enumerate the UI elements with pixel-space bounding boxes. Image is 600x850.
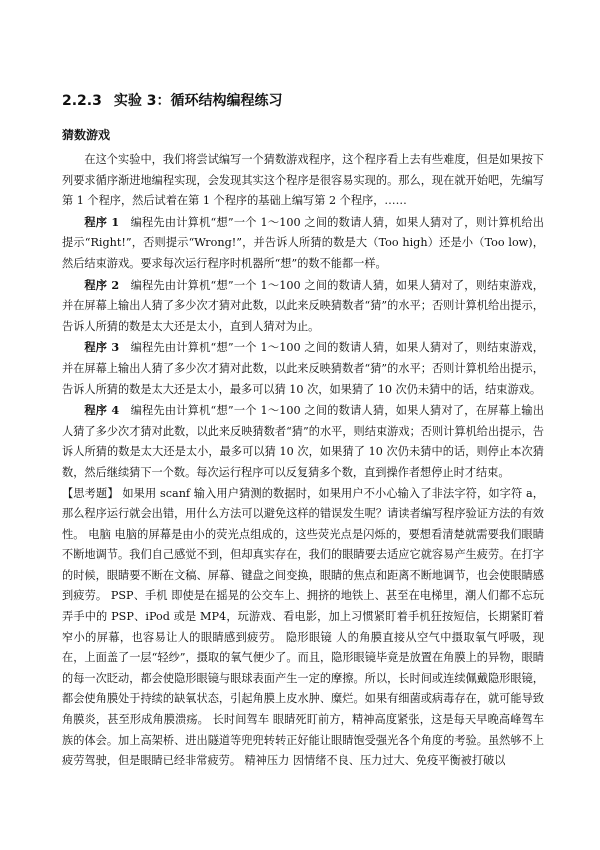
thinking-question-paragraph: 【思考题】 如果用 scanf 输入用户猜测的数据时，如果用户不小心输入了非法字符，如字符 a，那么程序运行就会出错，用什么方法可以避免这样的错误发生呢？请读者编写程序验证方法的有效性。 电脑 电脑的屏幕是由小的荧光点组成的，这些荧光点是闪烁的，要想看清楚就需要我们眼睛不断地调节。我们自己感觉不到，但却真实存在，我们的眼睛要去适应它就容易产生疲劳。在打字的时候，眼睛要不断在文稿、屏幕、键盘之间变换，眼睛的焦点和距离不断地调节，也会使眼睛感到疲劳。 PSP、手机 即使是在摇晃的公交车上、拥挤的地铁上、甚至在电梯里，潮人们都不忘玩弄手中的 PSP、iPod 或是 MP4，玩游戏、看电影，加上习惯紧盯着手机狂按短信，长期紧盯着窄小的屏幕，也容易让人的眼睛感到疲劳。 隐形眼镜 人的角膜直接从空气中摄取氧气呼吸，现在，上面盖了一层“轻纱”，摄取的氧气便少了。而且，隐形眼镜毕竟是放置在角膜上的异物，眼睛的每一次眨动，都会使隐形眼镜与眼球表面产生一定的摩擦。所以，长时间或连续佩戴隐形眼镜，都会使角膜处于持续的缺氧状态，引起角膜上皮水肿、糜烂。如果有细菌或病毒存在，就可能导致角膜炎，甚至形成角膜溃疡。 长时间驾车 眼睛死盯前方，精神高度紧张，这是每天早晚高峰驾车族的体会。加上高架桥、进出隧道等兜兜转转正好能让眼睛饱受强光各个角度的考验。虽然够不上疲劳驾驶，但是眼睛已经非常疲劳。 精神压力 因情绪不良、压力过大、免疫平衡被打破以: [62, 486, 544, 768]
program-3-text: 编程先由计算机“想”一个 1～100 之间的数请人猜，如果人猜对了，则结束游戏，并在屏幕上输出人猜了多少次才猜对此数，以此来反映猜数者“猜”的水平；否则计算机给出提示，告诉人所猜的数是太大还是太小，最多可以猜 10 次，如果猜了 10 次仍未猜中的话，结束游戏。: [62, 341, 544, 396]
section-number: 2.2.3: [62, 93, 102, 109]
program-2-label: 程序 2: [84, 277, 120, 292]
program-3-label: 程序 3: [84, 340, 120, 355]
program-4-text: 编程先由计算机“想”一个 1～100 之间的数请人猜，如果人猜对了，在屏幕上输出人猜了多少次才猜对此数，以此来反映猜数者“猜”的水平，则结束游戏；否则计算机给出提示，告诉人所猜的数是太大还是太小，最多可以猜 10 次，如果猜了 10 次仍未猜中的话，则停止本次猜数，然后继续猜下一个数。每次运行程序可以反复猜多个数，直到操作者想停止时才结束。: [62, 404, 544, 479]
body-text: [62, 150, 544, 772]
subsection-title: 猜数游戏: [62, 128, 111, 142]
program-2-paragraph: [62, 275, 544, 338]
program-2-text: 编程先由计算机“想”一个 1～100 之间的数请人猜，如果人猜对了，则结束游戏，并在屏幕上输出人猜了多少次才猜对此数，以此来反映猜数者“猜”的水平；否则计算机给出提示，告诉人所猜的数是太大还是太小，直到人猜对为止。: [62, 278, 544, 333]
program-4-label: 程序 4: [84, 403, 120, 418]
program-1-label: 程序 1: [84, 214, 120, 229]
program-1-text: 编程先由计算机“想”一个 1～100 之间的数请人猜，如果人猜对了，则计算机给出提示“Right!”，否则提示“Wrong!”，并告诉人所猜的数是大（Too high）还是小（Too low)，然后结束游戏。要求每次运行程序时机器所“想”的数不能都一样。: [62, 215, 544, 270]
section-heading: [62, 90, 283, 110]
program-1-paragraph: [62, 212, 544, 275]
intro-paragraph: 在这个实验中，我们将尝试编写一个猜数游戏程序，这个程序看上去有些难度，但是如果按下列要求循序渐进地编程实现，会发现其实这个程序是很容易实现的。那么，现在就开始吧，先编写第 1 个程序，然后试着在第 1 个程序的基础上编写第 2 个程序，……: [62, 153, 544, 208]
program-4-paragraph: [62, 400, 544, 483]
program-3-paragraph: [62, 337, 544, 400]
section-title: 实验 3：循环结构编程练习: [113, 93, 283, 109]
